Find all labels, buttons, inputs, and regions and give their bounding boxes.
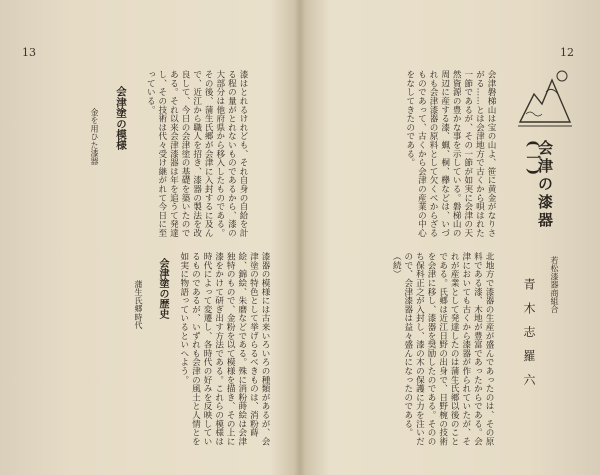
body-text-left-top: 漆はとれるけれども、それ自身の自給を計る程の量がとれないものであるから、漆の大部分は他府県から移入したものである。その後、蒲生氏郷が会津に入封するに及んで、近江から職人を招き、漆器の製法を改良して、今日の会津塗の基礎を築いたのである。それ以来会津漆器は年を追うて発達し、その技術は代々受け継がれて今日に至っている。 xyxy=(145,70,248,238)
right-page xyxy=(302,0,600,475)
body-text-left-bottom: 漆器の模様には古来いろいろの種類があるが、会津塗の特色として挙げらるべきものは、消粉蒔絵、錦絵、朱磨などである。殊に消粉蒔絵は会津独特のもので、金粉を以て模様を描き、その上に漆をかけて研ぎ出す方法である。これらの模様は時代によって変遷し、各時代の好みを反映しているものであるが、いずれも会津の風土と人情とを如実に物語っているといへよう。 xyxy=(178,252,270,446)
section-heading-pattern: 会津塗の模様 xyxy=(115,86,127,151)
page-number-right: 12 xyxy=(560,46,574,59)
author-name: 青 木 志 羅 六 xyxy=(522,278,536,390)
left-page xyxy=(0,0,298,475)
article-title: 会津の漆器(一) xyxy=(524,140,554,230)
section-heading-history: 会津塗の歴史 xyxy=(157,258,168,320)
mountain-illustration-icon xyxy=(516,64,574,130)
body-text-right-top: 会津磐梯山は宝の山よ、笹に黄金がなりさがる……とは会津地方で古くから唄はれた一節であるが、その一節が如実に会津の天然資源の豊かな事を示している。磐梯山の周辺に産する漆、蝋、桐、欅などは、いづれも会津漆器の原料として欠くべからざるものであって、古くから会津の産業の中心をなしてきたのである。 xyxy=(404,70,496,238)
section-subheading-gold: 金を用ひた漆器 xyxy=(90,108,99,166)
section-subheading-gamo: 蒲生氏郷時代 xyxy=(134,280,143,330)
body-text-right-bottom: 北地方で漆器の生産が盛んであったのは、その原料である漆、木地が豊富であったからである。会津においても古くから漆器が作られていたが、それが産業として発達したのは蒲生氏郷以後のことである。氏郷は近江日野の出身で、日野椀の技術を会津に移し、漆器を奨励したのである。そののち保科正之が入封し、漆の木の保護に力を注いだので、会津漆器は益々盛んになったのである。（続） xyxy=(391,252,494,446)
page-number-left: 13 xyxy=(22,46,36,59)
author-organization: 若松漆器商組合 xyxy=(550,256,559,314)
